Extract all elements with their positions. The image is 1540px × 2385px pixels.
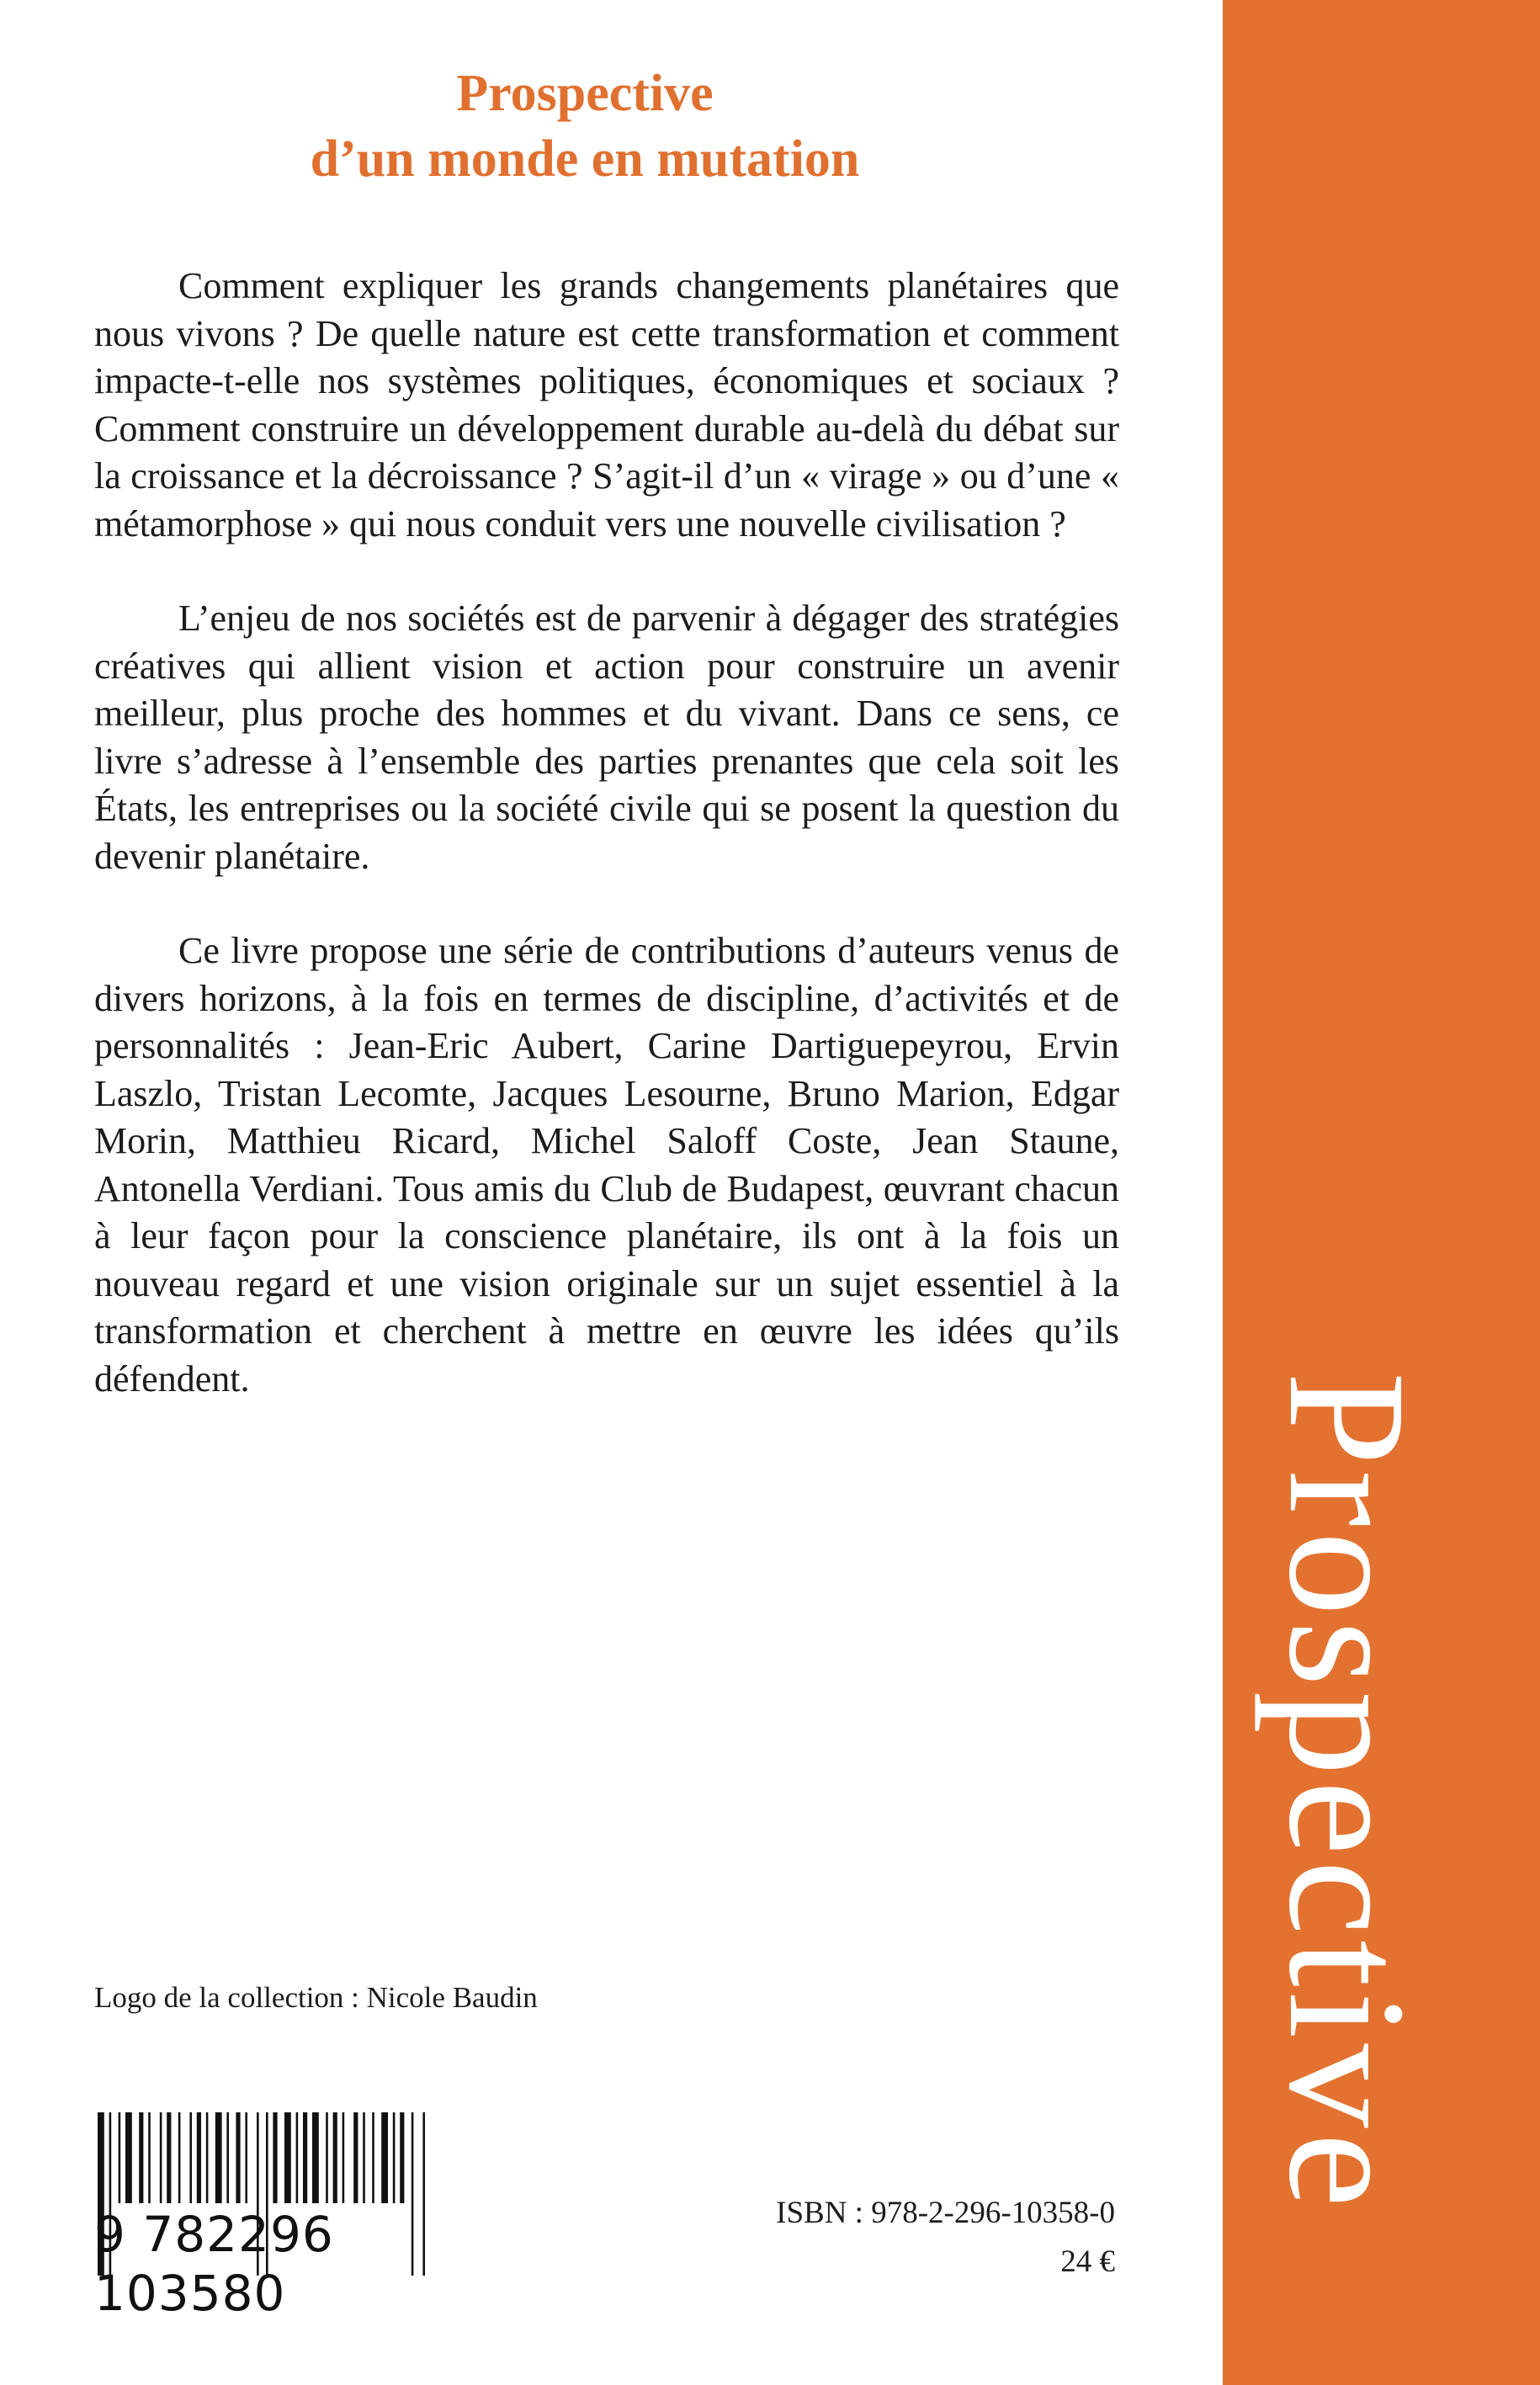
blurb xyxy=(94,263,1119,1450)
barcode-bar xyxy=(167,2112,171,2203)
book-title-line-1: Prospective xyxy=(456,65,714,122)
barcode-bar xyxy=(303,2112,307,2203)
barcode-bar xyxy=(245,2112,247,2203)
book-title xyxy=(93,61,1077,192)
barcode-bar xyxy=(353,2112,358,2203)
logo-credit: Logo de la collection : Nicole Baudin xyxy=(94,1981,538,2014)
barcode-bar xyxy=(381,2112,388,2203)
collection-name-vertical: Prospective xyxy=(1254,1372,1440,2213)
barcode-bar xyxy=(312,2112,319,2203)
barcode-bar xyxy=(372,2112,374,2203)
book-title-line-2: d’un monde en mutation xyxy=(310,130,860,188)
barcode-bar xyxy=(400,2112,404,2203)
barcode-bar xyxy=(226,2112,229,2203)
barcode-bar xyxy=(178,2112,181,2203)
barcode-bar xyxy=(139,2112,143,2203)
blurb-paragraph-2: L’enjeu de nos sociétés est de parvenir à dégager des stratégies créatives qui allient vision et action pour construire un avenir meilleur, plus proche des hommes et du vivant. Dans ce sens, ce livre s’adresse à l’ensemble des parties prenantes que cela soit les États, les entreprises ou la société civile qui se posent la question du devenir planétaire. xyxy=(94,598,1119,877)
barcode-bar xyxy=(393,2112,396,2203)
barcode-bar xyxy=(206,2112,209,2203)
barcode-bar xyxy=(296,2112,299,2203)
blurb-paragraph-3: Ce livre propose une série de contributions d’auteurs venus de divers horizons, à la fois en termes de discipline, d’activités et de personnalités : Jean-Eric Aubert, Carine Dartiguepeyrou, Ervin Laszlo, Tristan Lecomte, Jacques Lesourne, Bruno Marion, Edgar Morin, Matthieu Ricard, Michel Saloff Coste, Jean Staune, Antonella Verdiani. Tous amis du Club de Budapest, œuvrant chacun à leur façon pour la conscience planétaire, ils ont à la fois un nouveau regard et une vision originale sur un sujet essentiel à la transformation et cherchent à mettre en œuvre les idées qu’ils défendent. xyxy=(94,930,1119,1400)
barcode-bar xyxy=(326,2112,328,2203)
barcode-bar xyxy=(125,2112,132,2203)
barcode-bar xyxy=(343,2112,345,2203)
barcode-bar xyxy=(215,2112,222,2203)
barcode-bar xyxy=(236,2112,240,2203)
barcode-bar xyxy=(333,2112,337,2203)
barcode-bar xyxy=(197,2112,201,2203)
barcode-bar xyxy=(273,2112,277,2203)
barcode-number: 9 782296 103580 xyxy=(94,2206,334,2322)
barcode-bar xyxy=(284,2112,291,2203)
blurb-paragraph-1: Comment expliquer les grands changements planétaires que nous vivons ? De quelle nature est cette transformation et comment impacte-t-elle nos systèmes politiques, économiques et sociaux ? Comment construire un développement durable au-delà du débat sur la croissance et la décroissance ? S’agit-il d’un « virage » ou d’une « métamorphose » qui nous conduit vers une nouvelle civilisation ? xyxy=(94,265,1119,544)
barcode-bar xyxy=(189,2112,192,2203)
price: 24 € xyxy=(1060,2244,1115,2279)
isbn: ISBN : 978-2-296-10358-0 xyxy=(776,2196,1115,2230)
barcode-bar xyxy=(160,2112,162,2203)
barcode-bar xyxy=(363,2112,365,2203)
barcode-bar xyxy=(119,2112,121,2203)
barcode-bar xyxy=(148,2112,151,2203)
